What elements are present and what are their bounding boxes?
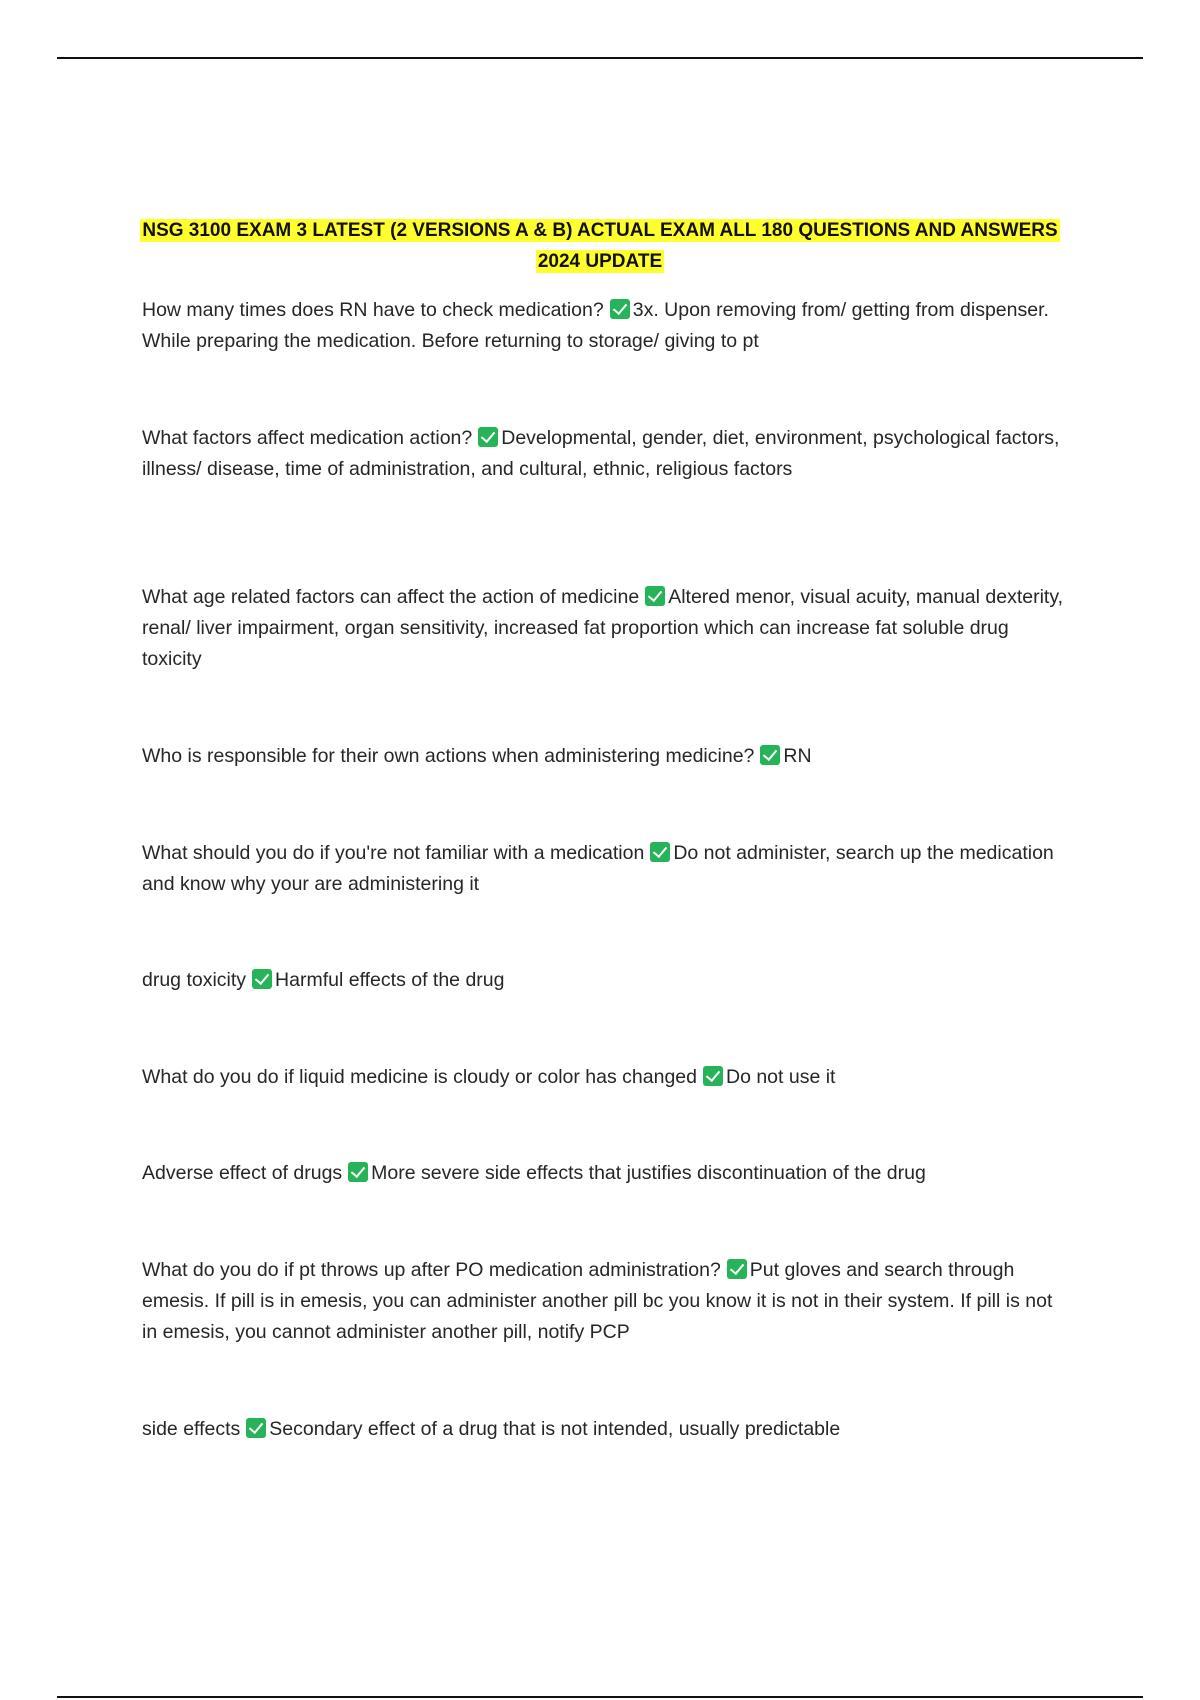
question: What should you do if you're not familiar with a medication xyxy=(142,842,645,864)
answer: Harmful effects of the drug xyxy=(275,969,505,991)
question: Who is responsible for their own actions when administering medicine? xyxy=(142,745,755,767)
qa-item-2 xyxy=(142,423,1067,485)
question: How many times does RN have to check medication? xyxy=(142,299,604,321)
check-icon xyxy=(252,969,272,989)
qa-item-5 xyxy=(142,838,1067,900)
question: What do you do if liquid medicine is cloudy or color has changed xyxy=(142,1066,697,1088)
answer: More severe side effects that justifies discontinuation of the drug xyxy=(371,1162,926,1184)
qa-item-10 xyxy=(142,1414,1067,1445)
check-icon xyxy=(727,1259,747,1279)
check-icon xyxy=(760,745,780,765)
title-highlight: NSG 3100 EXAM 3 LATEST (2 VERSIONS A & B) ACTUAL EXAM ALL 180 QUESTIONS AND ANSWERS 2024 UPDATE xyxy=(142,220,1058,272)
answer: Altered menor, visual acuity, manual dexterity, renal/ liver impairment, organ sensitivity, increased fat proportion which can increase fat soluble drug toxicity xyxy=(142,586,1064,670)
question: Adverse effect of drugs xyxy=(142,1162,343,1184)
question: What age related factors can affect the action of medicine xyxy=(142,586,640,608)
answer: Do not administer, search up the medication and know why your are administering it xyxy=(142,842,1054,895)
answer: RN xyxy=(783,745,812,767)
qa-item-7 xyxy=(142,1062,1067,1093)
answer: Do not use it xyxy=(725,1066,836,1088)
answer: 3x. Upon removing from/ getting from dispenser. While preparing the medication. Before returning to storage/ giving to pt xyxy=(142,299,1049,352)
check-icon xyxy=(703,1066,723,1086)
check-icon xyxy=(650,842,670,862)
top-rule xyxy=(57,57,1143,59)
check-icon xyxy=(246,1418,266,1438)
answer: Developmental, gender, diet, environment, psychological factors, illness/ disease, time of administration, and cultural, ethnic, religious factors xyxy=(142,427,1060,480)
qa-item-6 xyxy=(142,965,1067,996)
check-icon xyxy=(348,1162,368,1182)
question: What do you do if pt throws up after PO medication administration? xyxy=(142,1259,721,1281)
qa-item-4 xyxy=(142,741,1067,772)
qa-item-1 xyxy=(142,295,1067,357)
check-icon xyxy=(610,299,630,319)
question: drug toxicity xyxy=(142,969,247,991)
answer: Put gloves and search through emesis. If pill is in emesis, you can administer another pill bc you know it is not in their system. If pill is not in emesis, you cannot administer another pill, notify PCP xyxy=(142,1259,1053,1343)
check-icon xyxy=(645,586,665,606)
qa-item-8 xyxy=(142,1158,1067,1189)
document-title xyxy=(140,215,1060,277)
check-icon xyxy=(478,427,498,447)
qa-item-9 xyxy=(142,1255,1067,1348)
question: What factors affect medication action? xyxy=(142,427,473,449)
qa-item-3 xyxy=(142,582,1067,675)
bottom-rule xyxy=(57,1696,1143,1698)
question: side effects xyxy=(142,1418,241,1440)
answer: Secondary effect of a drug that is not intended, usually predictable xyxy=(269,1418,841,1440)
